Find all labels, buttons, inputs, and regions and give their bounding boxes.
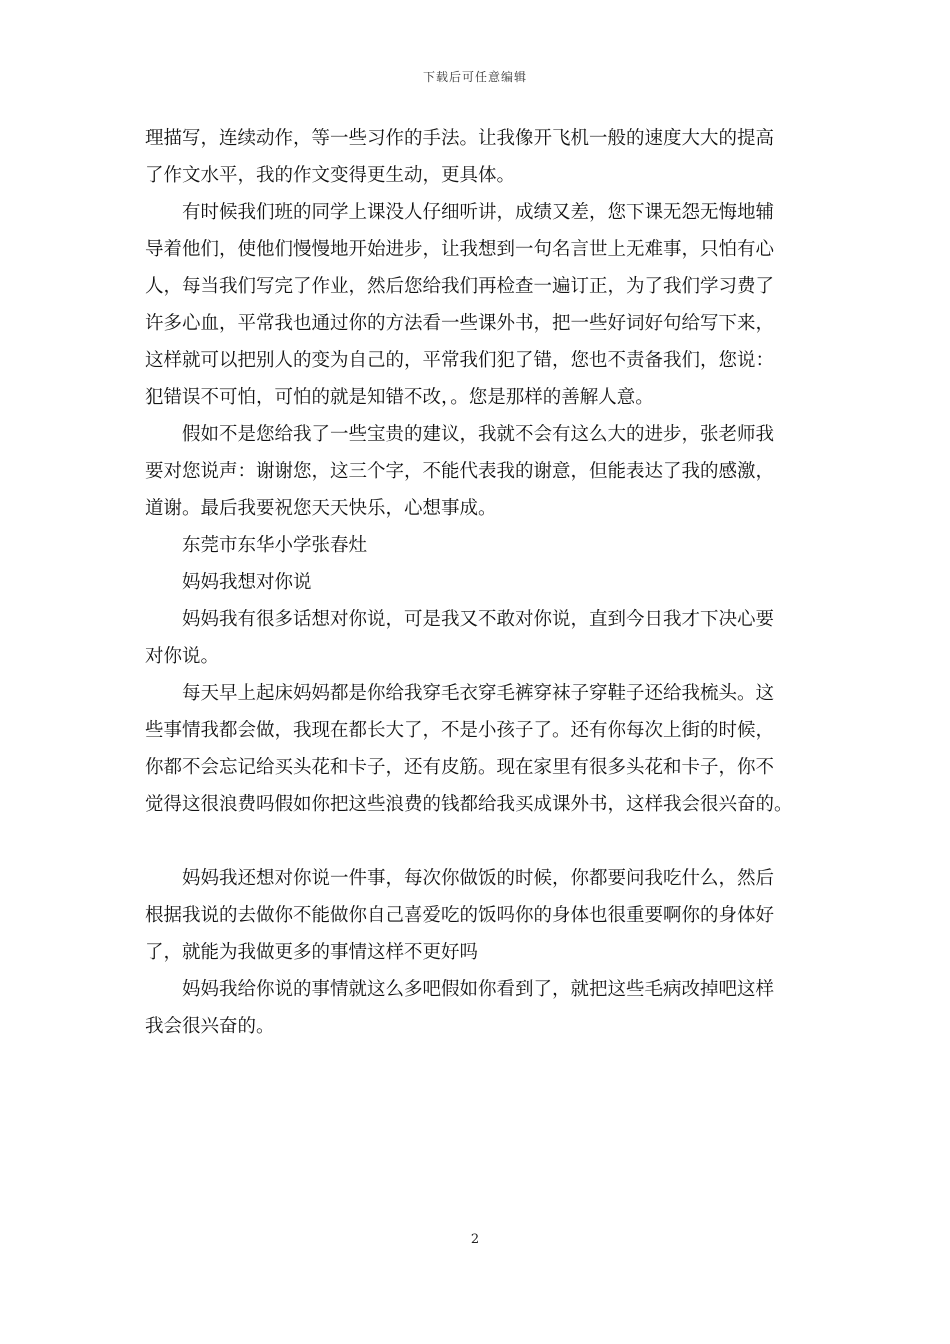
- paragraph-start: 妈妈我有很多话想对你说，可是我又不敢对你说，直到今日我才下决心要: [182, 609, 775, 630]
- text-line: 要对您说声：谢谢您，这三个字，不能代表我的谢意，但能表达了我的感激，: [145, 461, 775, 482]
- text-line: 人，每当我们写完了作业，然后您给我们再检查一遍订正，为了我们学习费了: [145, 276, 775, 297]
- text-line: 你都不会忘记给买头花和卡子，还有皮筋。现在家里有很多头花和卡子，你不: [145, 757, 775, 778]
- essay-title: 妈妈我想对你说: [182, 572, 312, 593]
- document-body: [145, 120, 815, 1045]
- text-line: 对你说。: [145, 646, 220, 667]
- text-line: 道谢。最后我要祝您天天快乐，心想事成。: [145, 498, 497, 519]
- text-line: 导着他们，使他们慢慢地开始进步，让我想到一句名言世上无难事，只怕有心: [145, 239, 775, 260]
- text-line: 了作文水平，我的作文变得更生动，更具体。: [145, 165, 516, 186]
- paragraph-start: 每天早上起床妈妈都是你给我穿毛衣穿毛裤穿袜子穿鞋子还给我梳头。这: [182, 683, 775, 704]
- text-line: 觉得这很浪费吗假如你把这些浪费的钱都给我买成课外书，这样我会很兴奋的。: [145, 794, 793, 815]
- text-line: 我会很兴奋的。: [145, 1016, 275, 1037]
- page-header: 下载后可任意编辑: [422, 70, 527, 84]
- blank-line: [145, 823, 815, 860]
- text-line: 犯错误不可怕，可怕的就是知错不改，。您是那样的善解人意。: [145, 387, 654, 408]
- author-line: 东莞市东华小学张春灶: [182, 535, 368, 556]
- text-line: 理描写，连续动作，等一些习作的手法。让我像开飞机一般的速度大大的提高: [145, 128, 775, 149]
- paragraph-start: 有时候我们班的同学上课没人仔细听讲，成绩又差，您下课无怨无悔地辅: [182, 202, 775, 223]
- text-line: 根据我说的去做你不能做你自己喜爱吃的饭吗你的身体也很重要啊你的身体好: [145, 905, 775, 926]
- text-line: 许多心血，平常我也通过你的方法看一些课外书，把一些好词好句给写下来，: [145, 313, 775, 334]
- paragraph-start: 妈妈我给你说的事情就这么多吧假如你看到了，就把这些毛病改掉吧这样: [182, 979, 775, 1000]
- text-line: 这样就可以把别人的变为自己的，平常我们犯了错，您也不责备我们，您说：: [145, 350, 775, 371]
- paragraph-start: 妈妈我还想对你说一件事，每次你做饭的时候，你都要问我吃什么，然后: [182, 868, 775, 889]
- page-number: 2: [470, 1232, 480, 1247]
- paragraph-start: 假如不是您给我了一些宝贵的建议，我就不会有这么大的进步，张老师我: [182, 424, 775, 445]
- text-line: 了，就能为我做更多的事情这样不更好吗: [145, 942, 479, 963]
- text-line: 些事情我都会做，我现在都长大了，不是小孩子了。还有你每次上街的时候，: [145, 720, 775, 741]
